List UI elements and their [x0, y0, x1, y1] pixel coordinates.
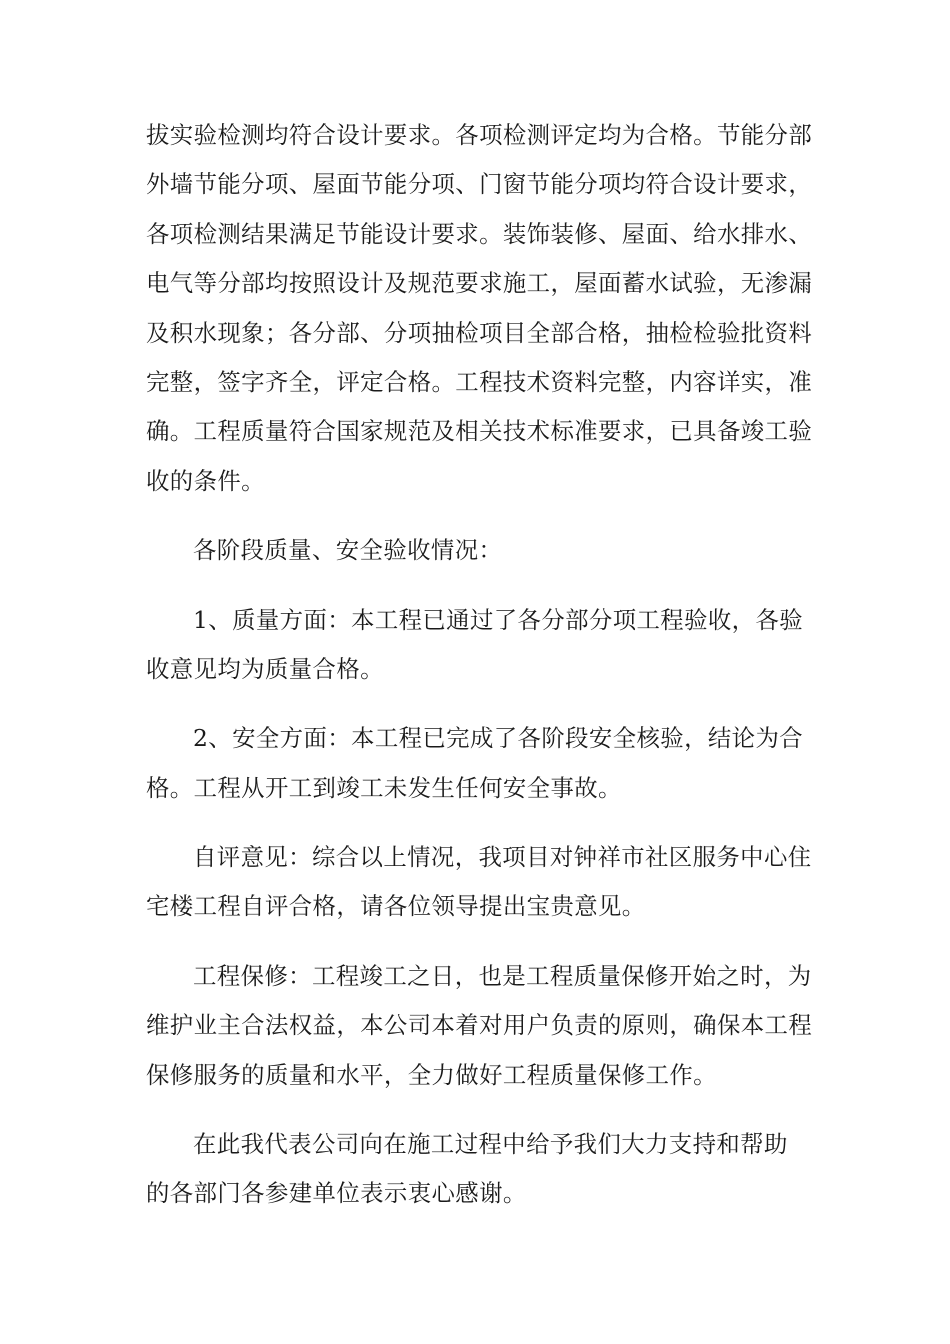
paragraph-self-evaluation [146, 833, 810, 932]
text-line: 在此我代表公司向在施工过程中给予我们大力支持和帮助 [193, 1130, 788, 1159]
text-line: 各阶段质量、安全验收情况： [193, 536, 503, 565]
paragraph-safety [146, 714, 810, 813]
paragraph-spacer [146, 1100, 810, 1120]
text-line: 宅楼工程自评合格，请各位领导提出宝贵意见。 [146, 892, 646, 921]
paragraph-spacer [146, 506, 810, 526]
text-line: 及积水现象；各分部、分项抽检项目全部合格，抽检检验批资料 [146, 318, 813, 347]
text-line: 的各部门各参建单位表示衷心感谢。 [146, 1179, 527, 1208]
text-line: 工程保修：工程竣工之日，也是工程质量保修开始之时，为 [193, 961, 812, 990]
document-page [146, 111, 813, 1219]
paragraph-warranty [146, 952, 813, 1100]
text-line: 收的条件。 [146, 466, 265, 495]
paragraph-spacer [146, 813, 810, 833]
text-line: 1、质量方面：本工程已通过了各分部分项工程验收，各验 [193, 605, 804, 634]
paragraph-spacer [146, 576, 810, 596]
paragraph-spacer [146, 694, 810, 714]
text-line: 外墙节能分项、屋面节能分项、门窗节能分项均符合设计要求， [146, 170, 813, 199]
text-line: 各项检测结果满足节能设计要求。装饰装修、屋面、给水排水、 [146, 219, 813, 248]
text-line: 保修服务的质量和水平，全力做好工程质量保修工作。 [146, 1060, 717, 1089]
paragraph-inspection-summary [146, 111, 813, 506]
text-line: 确。工程质量符合国家规范及相关技术标准要求，已具备竣工验 [146, 417, 813, 446]
paragraph-quality [146, 596, 810, 695]
text-line: 自评意见：综合以上情况，我项目对钟祥市社区服务中心住 [193, 843, 812, 872]
paragraph-thanks [146, 1120, 810, 1219]
text-line: 电气等分部均按照设计及规范要求施工，屋面蓄水试验，无渗漏 [146, 269, 813, 298]
text-line: 格。工程从开工到竣工未发生任何安全事故。 [146, 773, 622, 802]
paragraph-spacer [146, 932, 810, 952]
text-line: 2、安全方面：本工程已完成了各阶段安全核验，结论为合 [193, 724, 804, 753]
paragraph-stage-heading [146, 526, 810, 575]
text-line: 拔实验检测均符合设计要求。各项检测评定均为合格。节能分部 [146, 121, 813, 149]
text-line: 完整，签字齐全，评定合格。工程技术资料完整，内容详实，准 [146, 367, 813, 396]
text-line: 收意见均为质量合格。 [146, 654, 384, 683]
text-line: 维护业主合法权益，本公司本着对用户负责的原则，确保本工程 [146, 1011, 813, 1040]
